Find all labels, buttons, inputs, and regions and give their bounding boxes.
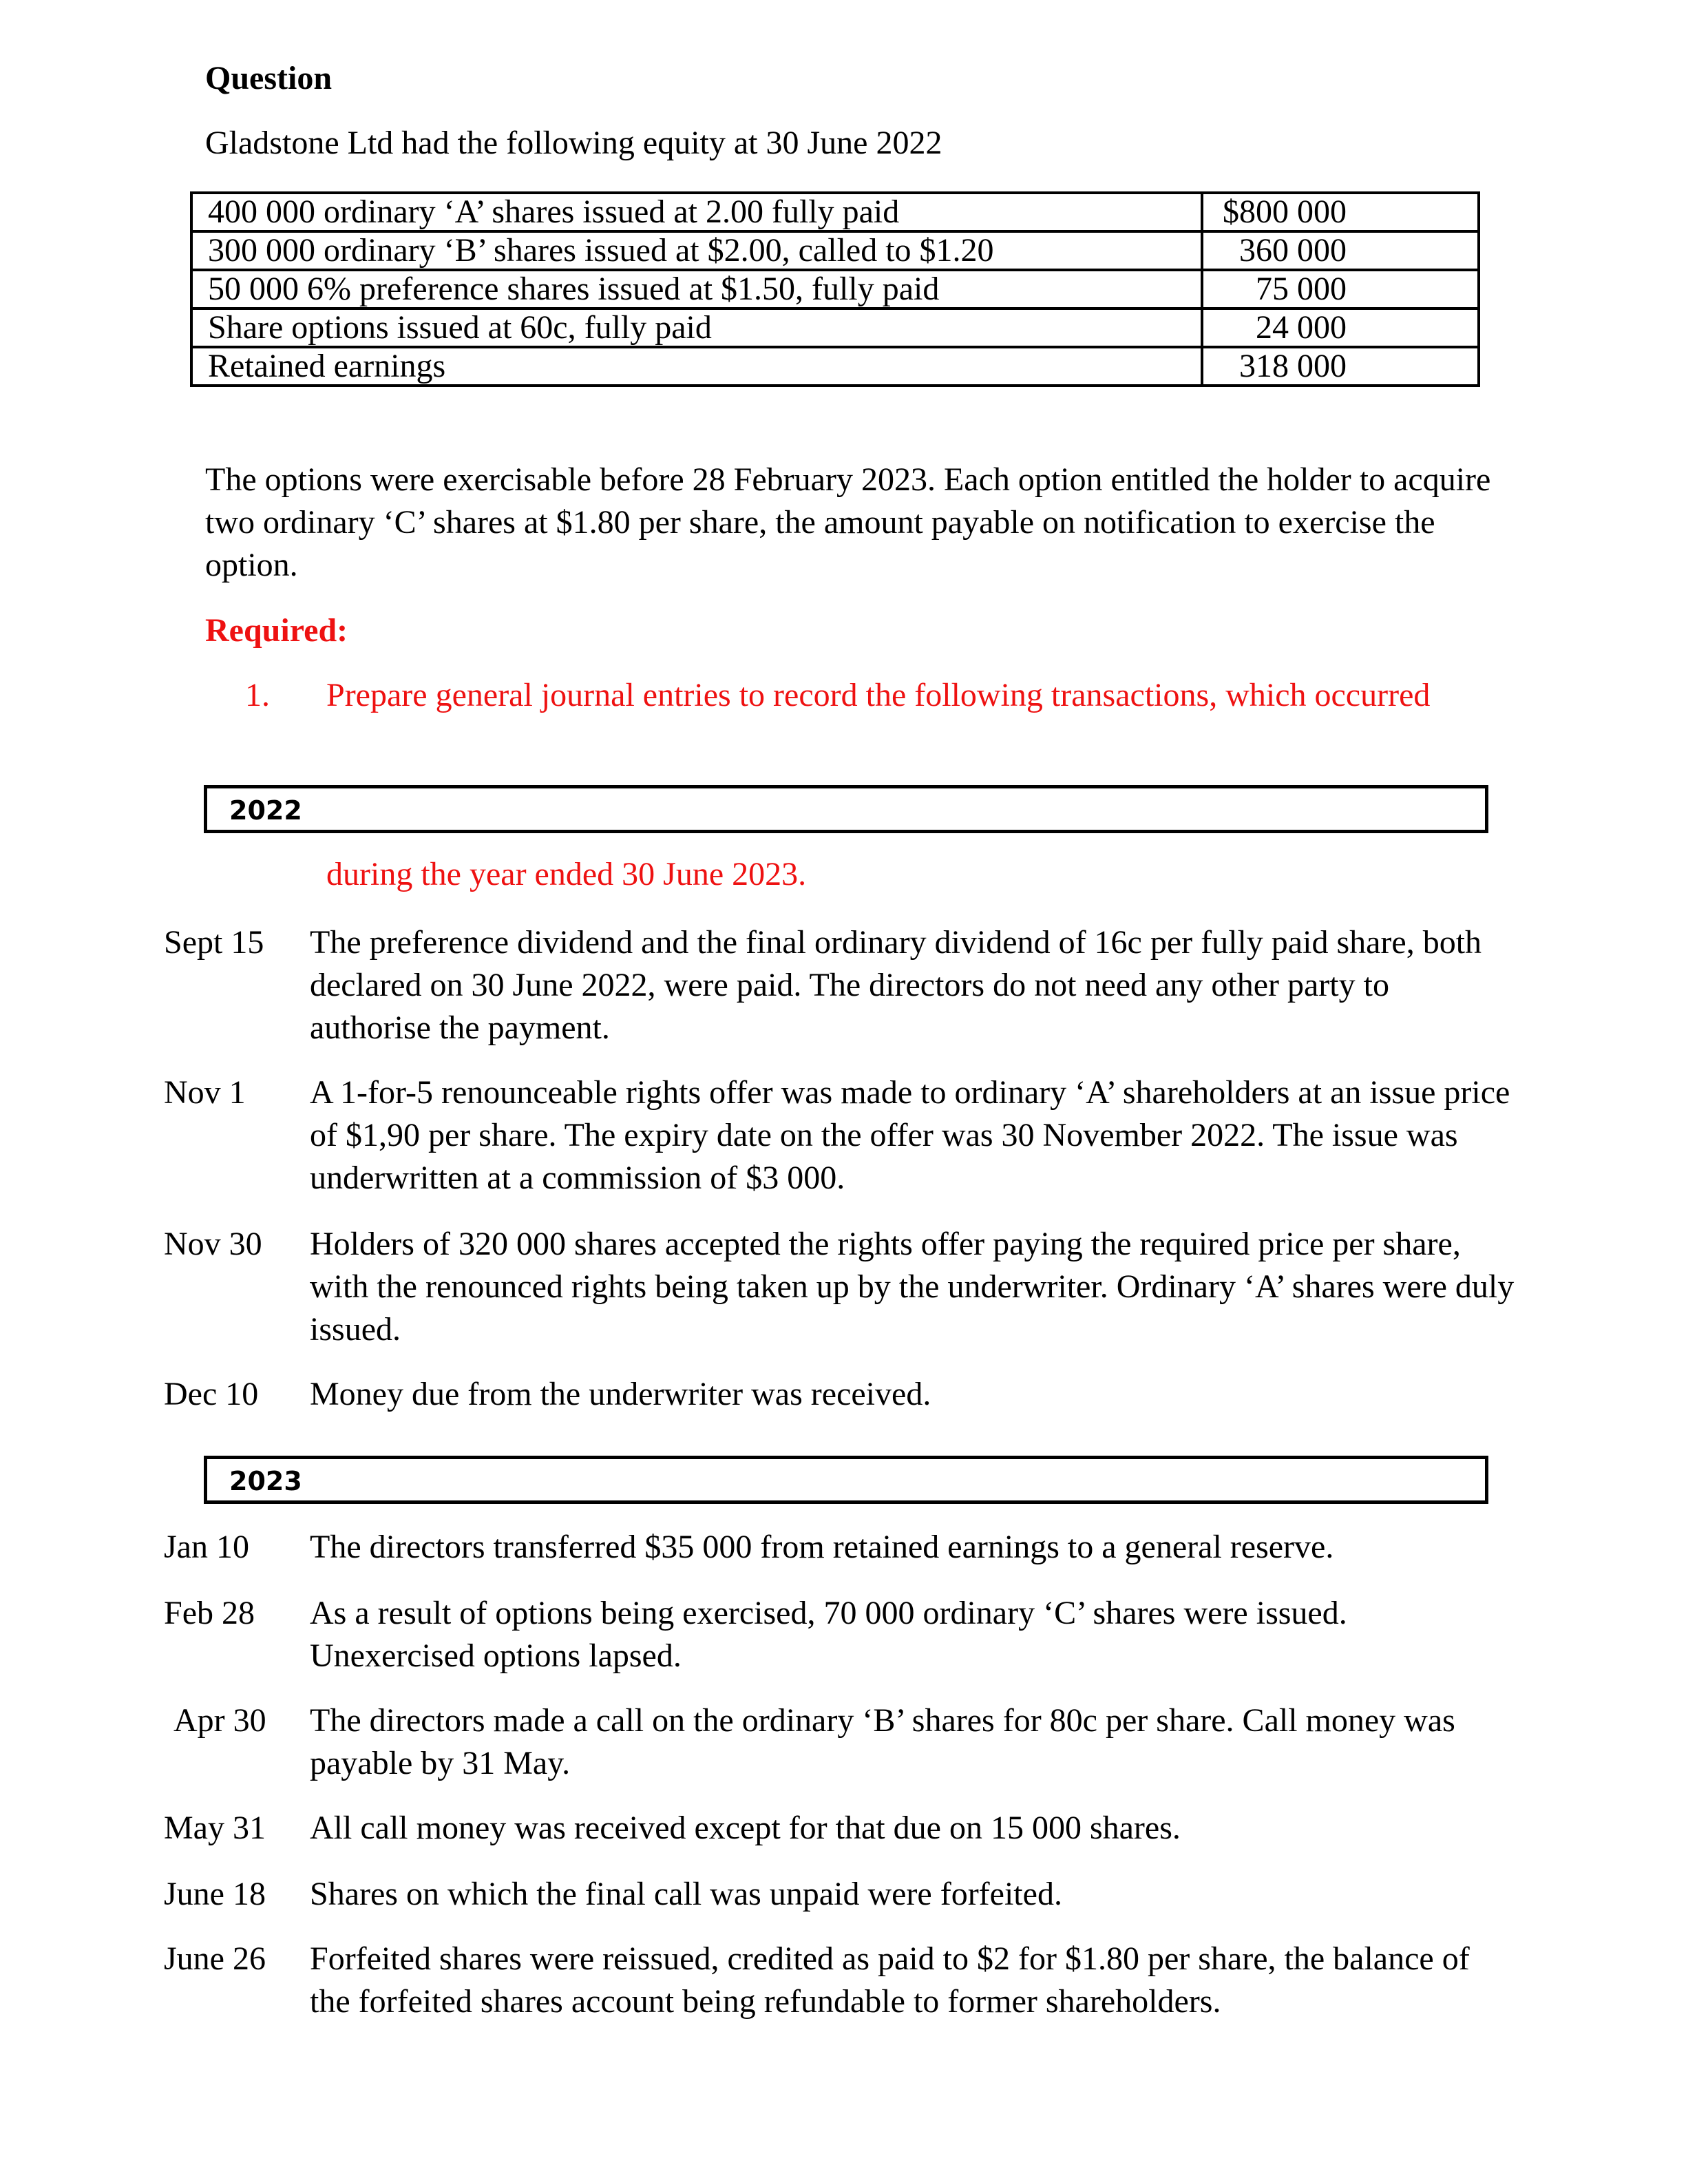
equity-amount: 318 000 [1202,347,1479,386]
equity-description: Share options issued at 60c, fully paid [191,308,1202,347]
transaction-date: Jan 10 [164,1529,249,1565]
transaction-text: Holders of 320 000 shares accepted the rights offer paying the required price per share, with the renounced rights being taken up by the underwriter. Ordinary ‘A’ shares were duly issued. [310,1226,1515,1348]
transaction-text: The directors made a call on the ordinary ‘B’ shares for 80c per share. Call money was payable by 31 May. [310,1702,1455,1781]
equity-table [190,191,1480,387]
year-header-2022 [204,785,1488,833]
options-note: The options were exercisable before 28 February 2023. Each option entitled the holder to acquire two ordinary ‘C’ shares at $1.80 per share, the amount payable on notification to exercise the option. [205,461,1491,583]
intro-text: Gladstone Ltd had the following equity at 30 June 2022 [205,125,942,161]
transaction-date: May 31 [164,1810,266,1846]
transaction-date: June 26 [164,1940,266,1977]
transaction-date: Sept 15 [164,924,264,961]
equity-amount: $800 000 [1202,193,1479,231]
year-label: 2023 [229,1466,302,1496]
equity-description: Retained earnings [191,347,1202,386]
transaction-date: Dec 10 [164,1376,259,1412]
required-item-number: 1. [245,677,270,713]
table-row [191,308,1479,347]
transaction-text: Money due from the underwriter was received. [310,1376,931,1412]
year-label: 2022 [229,795,302,826]
year-header-2023 [204,1456,1488,1504]
equity-description: 50 000 6% preference shares issued at $1.50, fully paid [191,270,1202,308]
transaction-text: All call money was received except for that due on 15 000 shares. [310,1810,1181,1846]
transaction-date: Feb 28 [164,1595,255,1631]
table-row [191,347,1479,386]
equity-amount: 24 000 [1202,308,1479,347]
required-item-continuation: during the year ended 30 June 2023. [326,856,807,892]
required-item-text: Prepare general journal entries to record the following transactions, which occurred [326,677,1431,713]
question-title: Question [205,60,333,96]
table-row [191,193,1479,231]
transaction-date: Nov 30 [164,1226,262,1262]
table-row [191,270,1479,308]
transaction-date: Nov 1 [164,1074,246,1111]
table-row [191,231,1479,270]
transaction-text: Shares on which the final call was unpaid were forfeited. [310,1876,1062,1912]
equity-description: 300 000 ordinary ‘B’ shares issued at $2.00, called to $1.20 [191,231,1202,270]
transaction-date: June 18 [164,1876,266,1912]
equity-amount: 75 000 [1202,270,1479,308]
required-heading: Required: [205,612,348,649]
transaction-text: As a result of options being exercised, 70 000 ordinary ‘C’ shares were issued. Unexercised options lapsed. [310,1595,1347,1674]
transaction-text: A 1-for-5 renounceable rights offer was made to ordinary ‘A’ shareholders at an issue price of $1,90 per share. The expiry date on the offer was 30 November 2022. The issue was underwritten at a commission of $3 000. [310,1074,1510,1196]
transaction-date: Apr 30 [173,1702,266,1739]
equity-description: 400 000 ordinary ‘A’ shares issued at 2.00 fully paid [191,193,1202,231]
transaction-text: The directors transferred $35 000 from retained earnings to a general reserve. [310,1529,1334,1565]
equity-amount: 360 000 [1202,231,1479,270]
transaction-text: The preference dividend and the final ordinary dividend of 16c per fully paid share, both declared on 30 June 2022, were paid. The directors do not need any other party to authorise the payment. [310,924,1482,1046]
transaction-text: Forfeited shares were reissued, credited as paid to $2 for $1.80 per share, the balance of the forfeited shares account being refundable to former shareholders. [310,1940,1470,2020]
